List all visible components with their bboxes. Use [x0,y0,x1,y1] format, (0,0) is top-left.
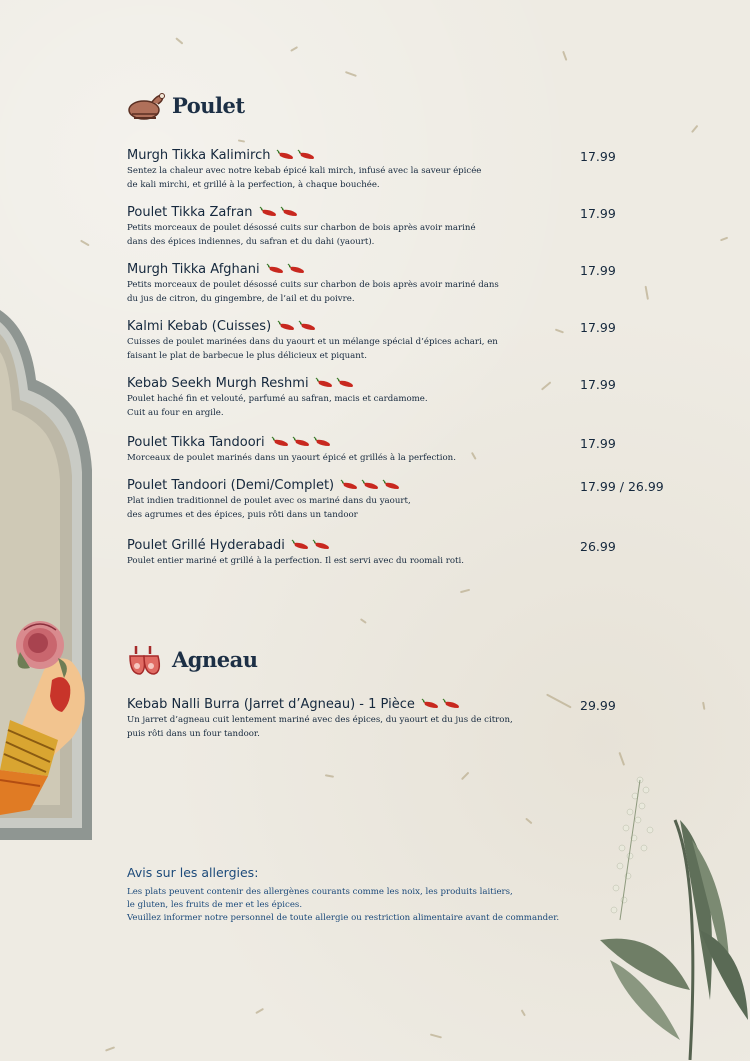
allergy-line: Les plats peuvent contenir des allergènes courants comme les noix, les produits laitiers, [127,887,513,897]
menu-item-description-line: des agrumes et des épices, puis rôti dans un tandoor [127,510,358,520]
spice-level [340,479,402,491]
menu-item-description-line: puis rôti dans un four tandoor. [127,729,260,739]
chili-pepper-icon [287,263,307,275]
chili-pepper-icon [340,479,360,491]
menu-item-description-line: Plat indien traditionnel de poulet avec os mariné dans du yaourt, [127,496,411,506]
chili-pepper-icon [277,320,297,332]
menu-item-price: 17.99 [580,149,616,164]
spice-level [271,436,333,448]
spice-level [291,539,332,551]
menu-item-name: Kebab Nalli Burra (Jarret d’Agneau) - 1 Pièce [127,696,415,712]
menu-item-description-line: Sentez la chaleur avec notre kebab épicé kali mirch, infusé avec la saveur épicée [127,166,482,176]
chili-pepper-icon [266,263,286,275]
menu-item [127,375,687,420]
chili-pepper-icon [313,436,333,448]
chili-pepper-icon [312,539,332,551]
spice-level [315,377,356,389]
chili-pepper-icon [291,539,311,551]
menu-item-description-line: Cuit au four en argile. [127,408,224,418]
menu-item-price: 17.99 / 26.99 [580,479,664,494]
menu-item-price: 17.99 [580,206,616,221]
chili-pepper-icon [421,698,441,710]
menu-item-description [127,554,547,568]
chili-pepper-icon [276,149,296,161]
menu-item-name: Poulet Tikka Zafran [127,204,253,220]
menu-item-description-line: du jus de citron, du gingembre, de l’ail et du poivre. [127,294,355,304]
chili-pepper-icon [280,206,300,218]
menu-item-description-line: Petits morceaux de poulet désossé cuits sur charbon de bois après avoir mariné dans [127,280,499,290]
menu-item-description [127,713,547,741]
chili-pepper-icon [382,479,402,491]
allergy-line: Veuillez informer notre personnel de toute allergie ou restriction alimentaire avant de commander. [127,913,560,923]
section-title-agneau [126,642,257,676]
menu-item-name: Kebab Seekh Murgh Reshmi [127,375,309,391]
section-title-text: Agneau [172,646,258,672]
menu-item [127,477,687,522]
allergy-title: Avis sur les allergies: [127,865,259,880]
menu-item-price: 17.99 [580,320,616,335]
spice-level [277,320,318,332]
menu-item-name: Murgh Tikka Kalimirch [127,147,271,163]
menu-item [127,696,687,741]
menu-item-description [127,278,547,306]
menu-item [127,261,687,306]
allergy-lines [127,884,627,926]
menu-item-description [127,494,547,522]
menu-item-description [127,451,547,465]
menu-item [127,537,687,568]
section-title-text: Poulet [172,92,245,118]
section-title-poulet [126,88,245,122]
menu-item-description-line: de kali mirchi, et grillé à la perfection, à chaque bouchée. [127,180,380,190]
chili-pepper-icon [315,377,335,389]
menu-item-description [127,335,547,363]
menu-item [127,318,687,363]
chili-pepper-icon [336,377,356,389]
menu-item-price: 17.99 [580,377,616,392]
menu-item-name: Poulet Grillé Hyderabadi [127,537,285,553]
menu-item [127,204,687,249]
arch-hand-rose-illustration [0,300,110,860]
chili-pepper-icon [292,436,312,448]
spice-level [266,263,307,275]
menu-item-price: 17.99 [580,263,616,278]
menu-item-description-line: dans des épices indiennes, du safran et du dahi (yaourt). [127,237,375,247]
menu-item-description-line: Cuisses de poulet marinées dans du yaourt et un mélange spécial d’épices achari, en [127,337,498,347]
menu-item-description [127,392,547,420]
menu-item-description-line: Petits morceaux de poulet désossé cuits sur charbon de bois après avoir mariné [127,223,476,233]
menu-item [127,147,687,192]
menu-item [127,434,687,465]
roast-chicken-icon [126,88,166,122]
menu-item-name: Murgh Tikka Afghani [127,261,260,277]
menu-item-description-line: Poulet entier mariné et grillé à la perfection. Il est servi avec du roomali roti. [127,556,464,566]
chili-pepper-icon [298,320,318,332]
spice-level [259,206,300,218]
allergy-line: le gluten, les fruits de mer et les épices. [127,900,303,910]
menu-item-name: Poulet Tandoori (Demi/Complet) [127,477,335,493]
menu-item-description [127,164,547,192]
chili-pepper-icon [297,149,317,161]
menu-item-description-line: Morceaux de poulet marinés dans un yaourt épicé et grillés à la perfection. [127,453,456,463]
menu-item-description [127,221,547,249]
menu-item-description-line: Poulet haché fin et velouté, parfumé au safran, macis et cardamome. [127,394,428,404]
menu-item-price: 29.99 [580,698,616,713]
lamb-chops-icon [126,642,166,676]
menu-item-price: 17.99 [580,436,616,451]
menu-item-name: Kalmi Kebab (Cuisses) [127,318,272,334]
menu-item-name: Poulet Tikka Tandoori [127,434,265,450]
allergy-notice [127,865,627,926]
chili-pepper-icon [259,206,279,218]
menu-item-description-line: Un jarret d’agneau cuit lentement mariné avec des épices, du yaourt et du jus de citron, [127,715,513,725]
spice-level [276,149,317,161]
chili-pepper-icon [271,436,291,448]
spice-level [421,698,462,710]
menu-item-price: 26.99 [580,539,616,554]
chili-pepper-icon [442,698,462,710]
menu-item-description-line: faisant le plat de barbecue le plus délicieux et piquant. [127,351,367,361]
chili-pepper-icon [361,479,381,491]
